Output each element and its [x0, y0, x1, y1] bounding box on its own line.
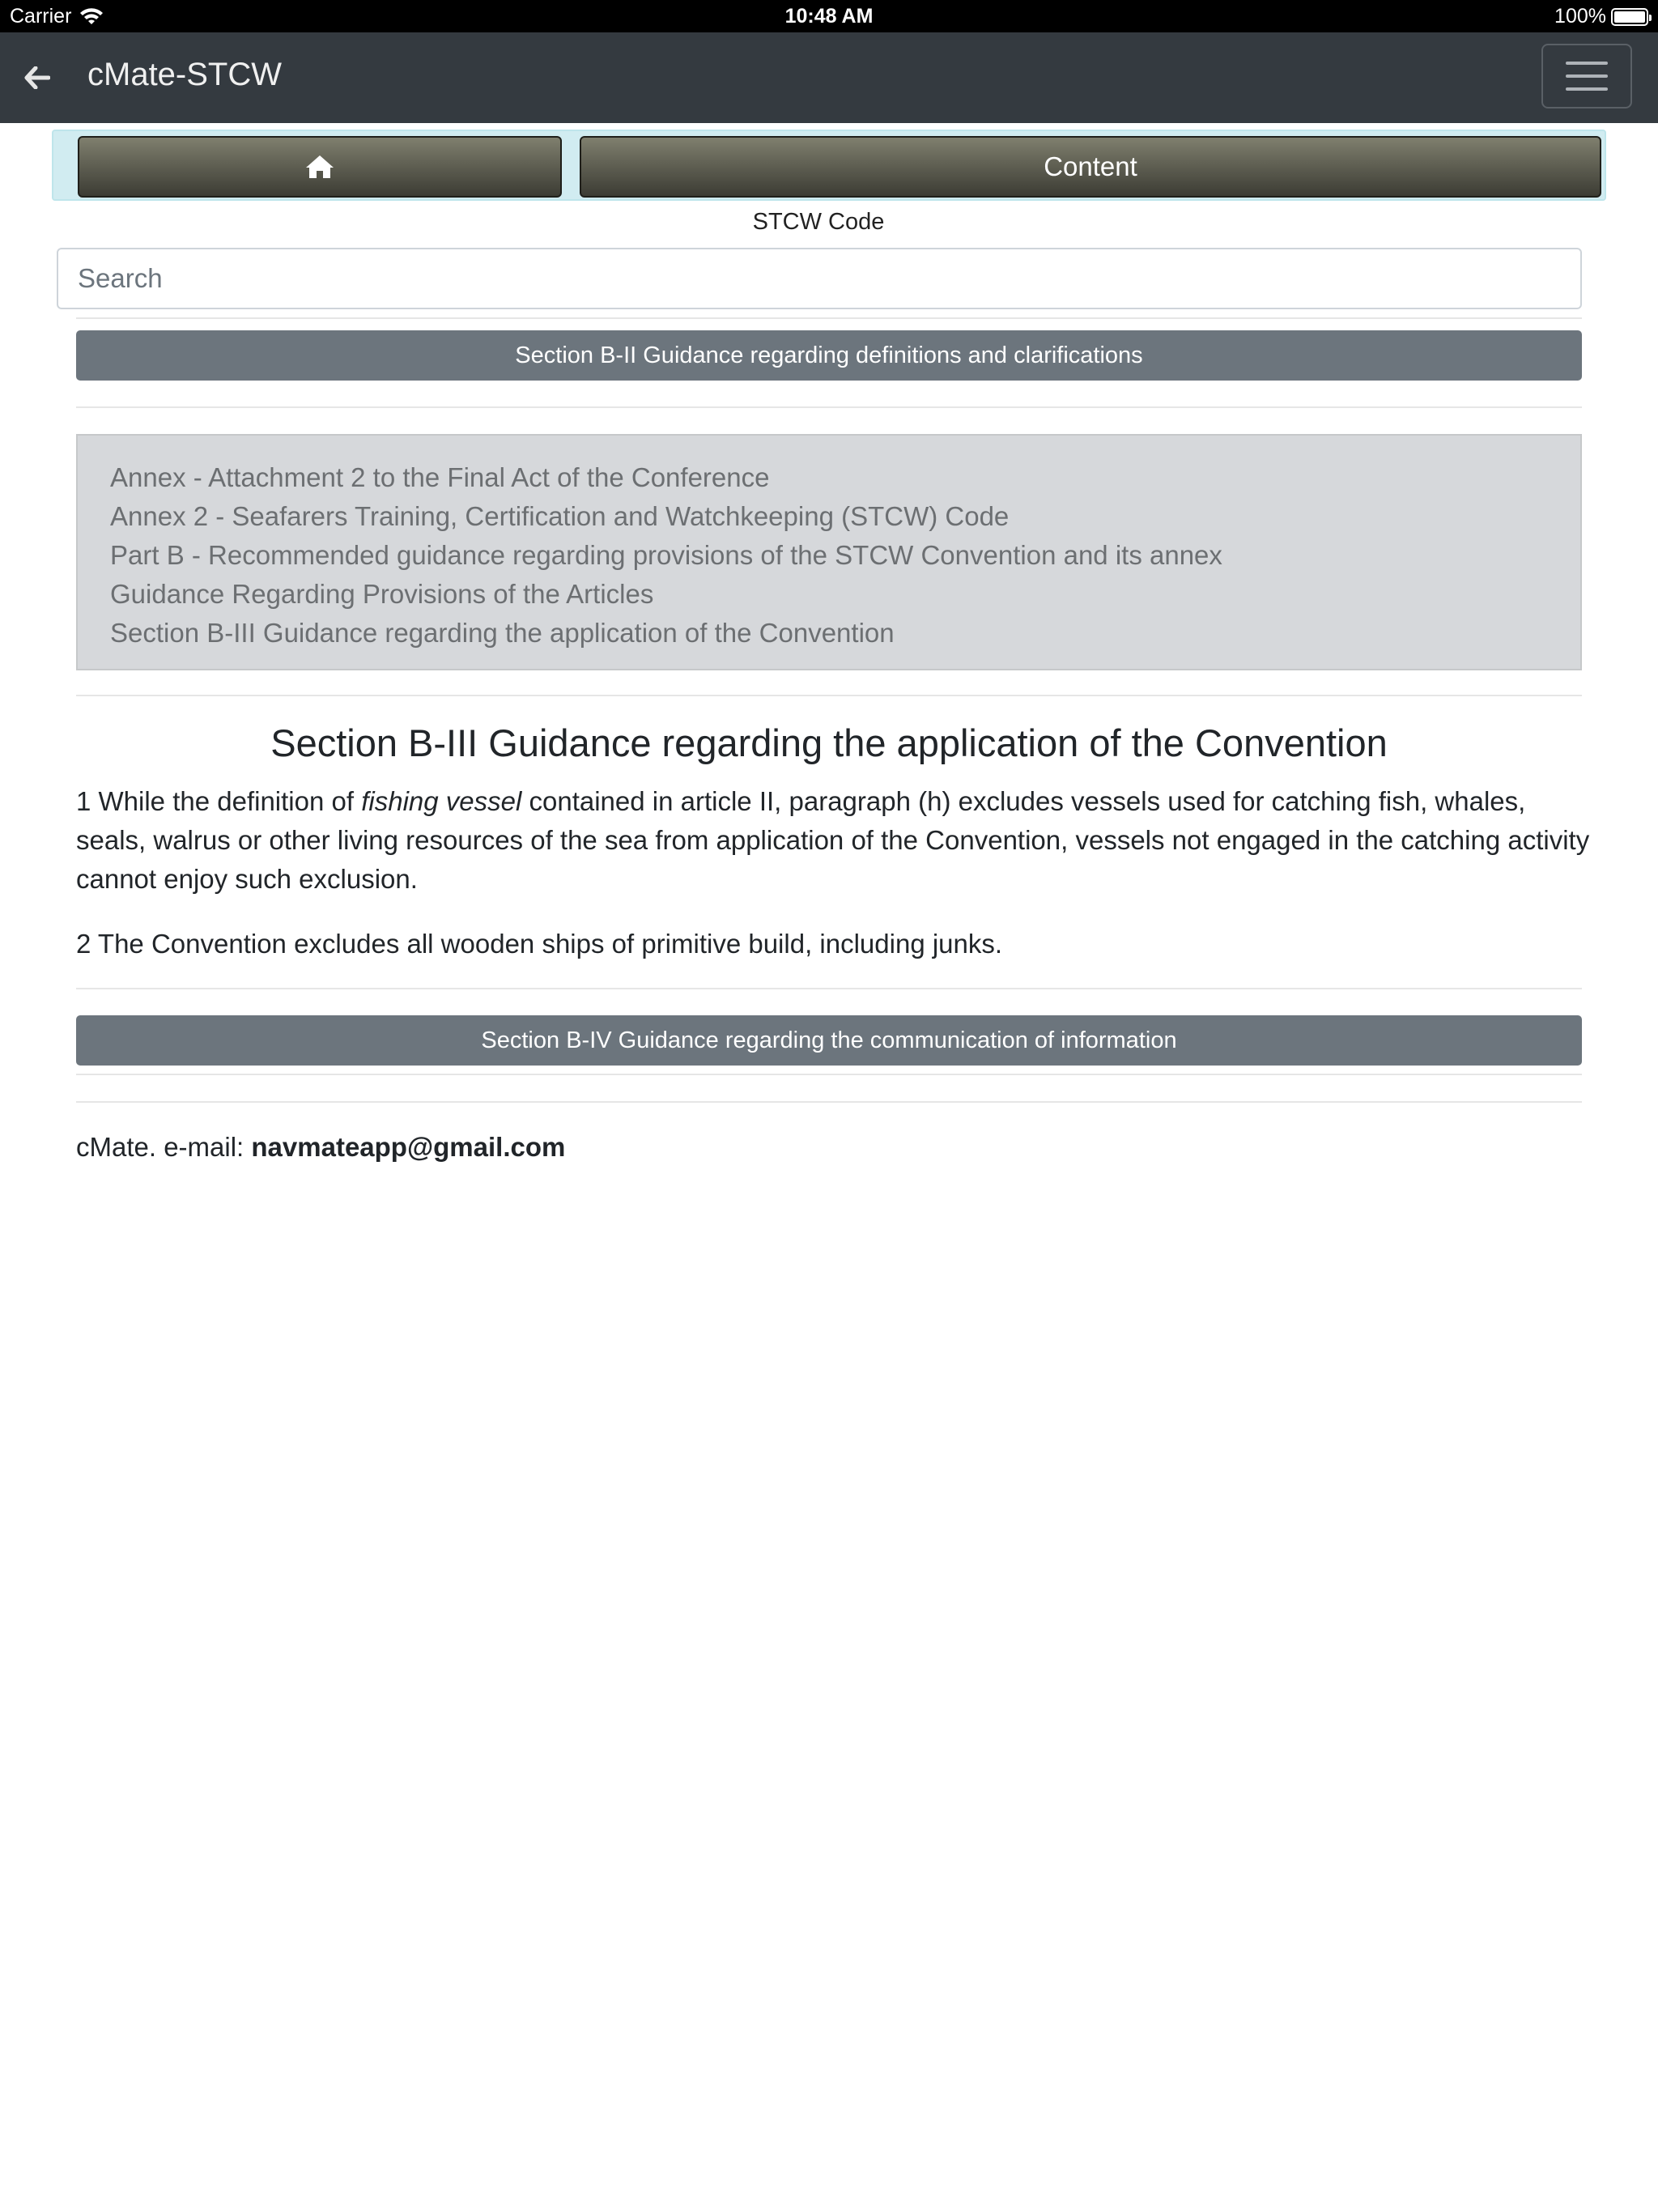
footer-label: cMate. e-mail: — [76, 1132, 252, 1162]
prev-section-button[interactable]: Section B-II Guidance regarding definitions and clarifications — [76, 330, 1582, 381]
article-paragraph-1: 1 While the definition of fishing vessel contained in article II, paragraph (h) excludes vessels used for catching fish, whales, seals, walrus or other living resources of the sea from application of the Convention, vessels not engaged in the catching activity cannot enjoy such exclusion. — [76, 786, 1590, 894]
breadcrumb-item[interactable]: Annex 2 - Seafarers Training, Certification and Watchkeeping (STCW) Code — [110, 501, 1010, 531]
content-button[interactable]: Content — [580, 136, 1601, 198]
search-input[interactable] — [57, 248, 1582, 309]
home-icon — [304, 154, 335, 180]
breadcrumb-item[interactable]: Part B - Recommended guidance regarding provisions of the STCW Convention and its annex — [110, 540, 1222, 570]
breadcrumb — [76, 434, 1582, 670]
home-button[interactable] — [78, 136, 562, 198]
breadcrumb-item[interactable]: Section B-III Guidance regarding the application of the Convention — [110, 618, 895, 648]
app-title: cMate-STCW — [87, 57, 282, 92]
battery-percent: 100% — [1554, 5, 1606, 28]
article-paragraph-2: 2 The Convention excludes all wooden ships of primitive build, including junks. — [76, 929, 1003, 959]
menu-toggle-button[interactable] — [1541, 44, 1632, 108]
term-fishing-vessel: fishing vessel — [361, 786, 522, 816]
battery-group — [1554, 5, 1648, 28]
hamburger-icon — [1566, 62, 1608, 65]
divider — [76, 406, 1582, 408]
back-button[interactable] — [21, 62, 53, 94]
carrier-label: Carrier — [10, 5, 72, 28]
breadcrumb-item[interactable]: Annex - Attachment 2 to the Final Act of the Conference — [110, 462, 770, 492]
page-subtitle: STCW Code — [752, 209, 885, 235]
navbar — [0, 32, 1658, 123]
next-section-button[interactable]: Section B-IV Guidance regarding the communication of information — [76, 1015, 1582, 1066]
divider — [76, 1101, 1582, 1103]
section-heading: Section B-III Guidance regarding the application of the Convention — [270, 721, 1388, 764]
breadcrumb-item[interactable]: Guidance Regarding Provisions of the Articles — [110, 579, 654, 609]
divider — [76, 1074, 1582, 1075]
status-bar — [0, 0, 1658, 32]
top-button-bar — [52, 130, 1606, 201]
arrow-left-icon — [24, 66, 50, 89]
divider — [76, 988, 1582, 989]
footer-contact — [76, 1132, 565, 1163]
divider — [76, 695, 1582, 696]
battery-icon — [1611, 8, 1648, 26]
contact-email[interactable]: navmateapp@gmail.com — [251, 1132, 566, 1162]
divider — [76, 317, 1582, 319]
clock: 10:48 AM — [784, 5, 874, 28]
